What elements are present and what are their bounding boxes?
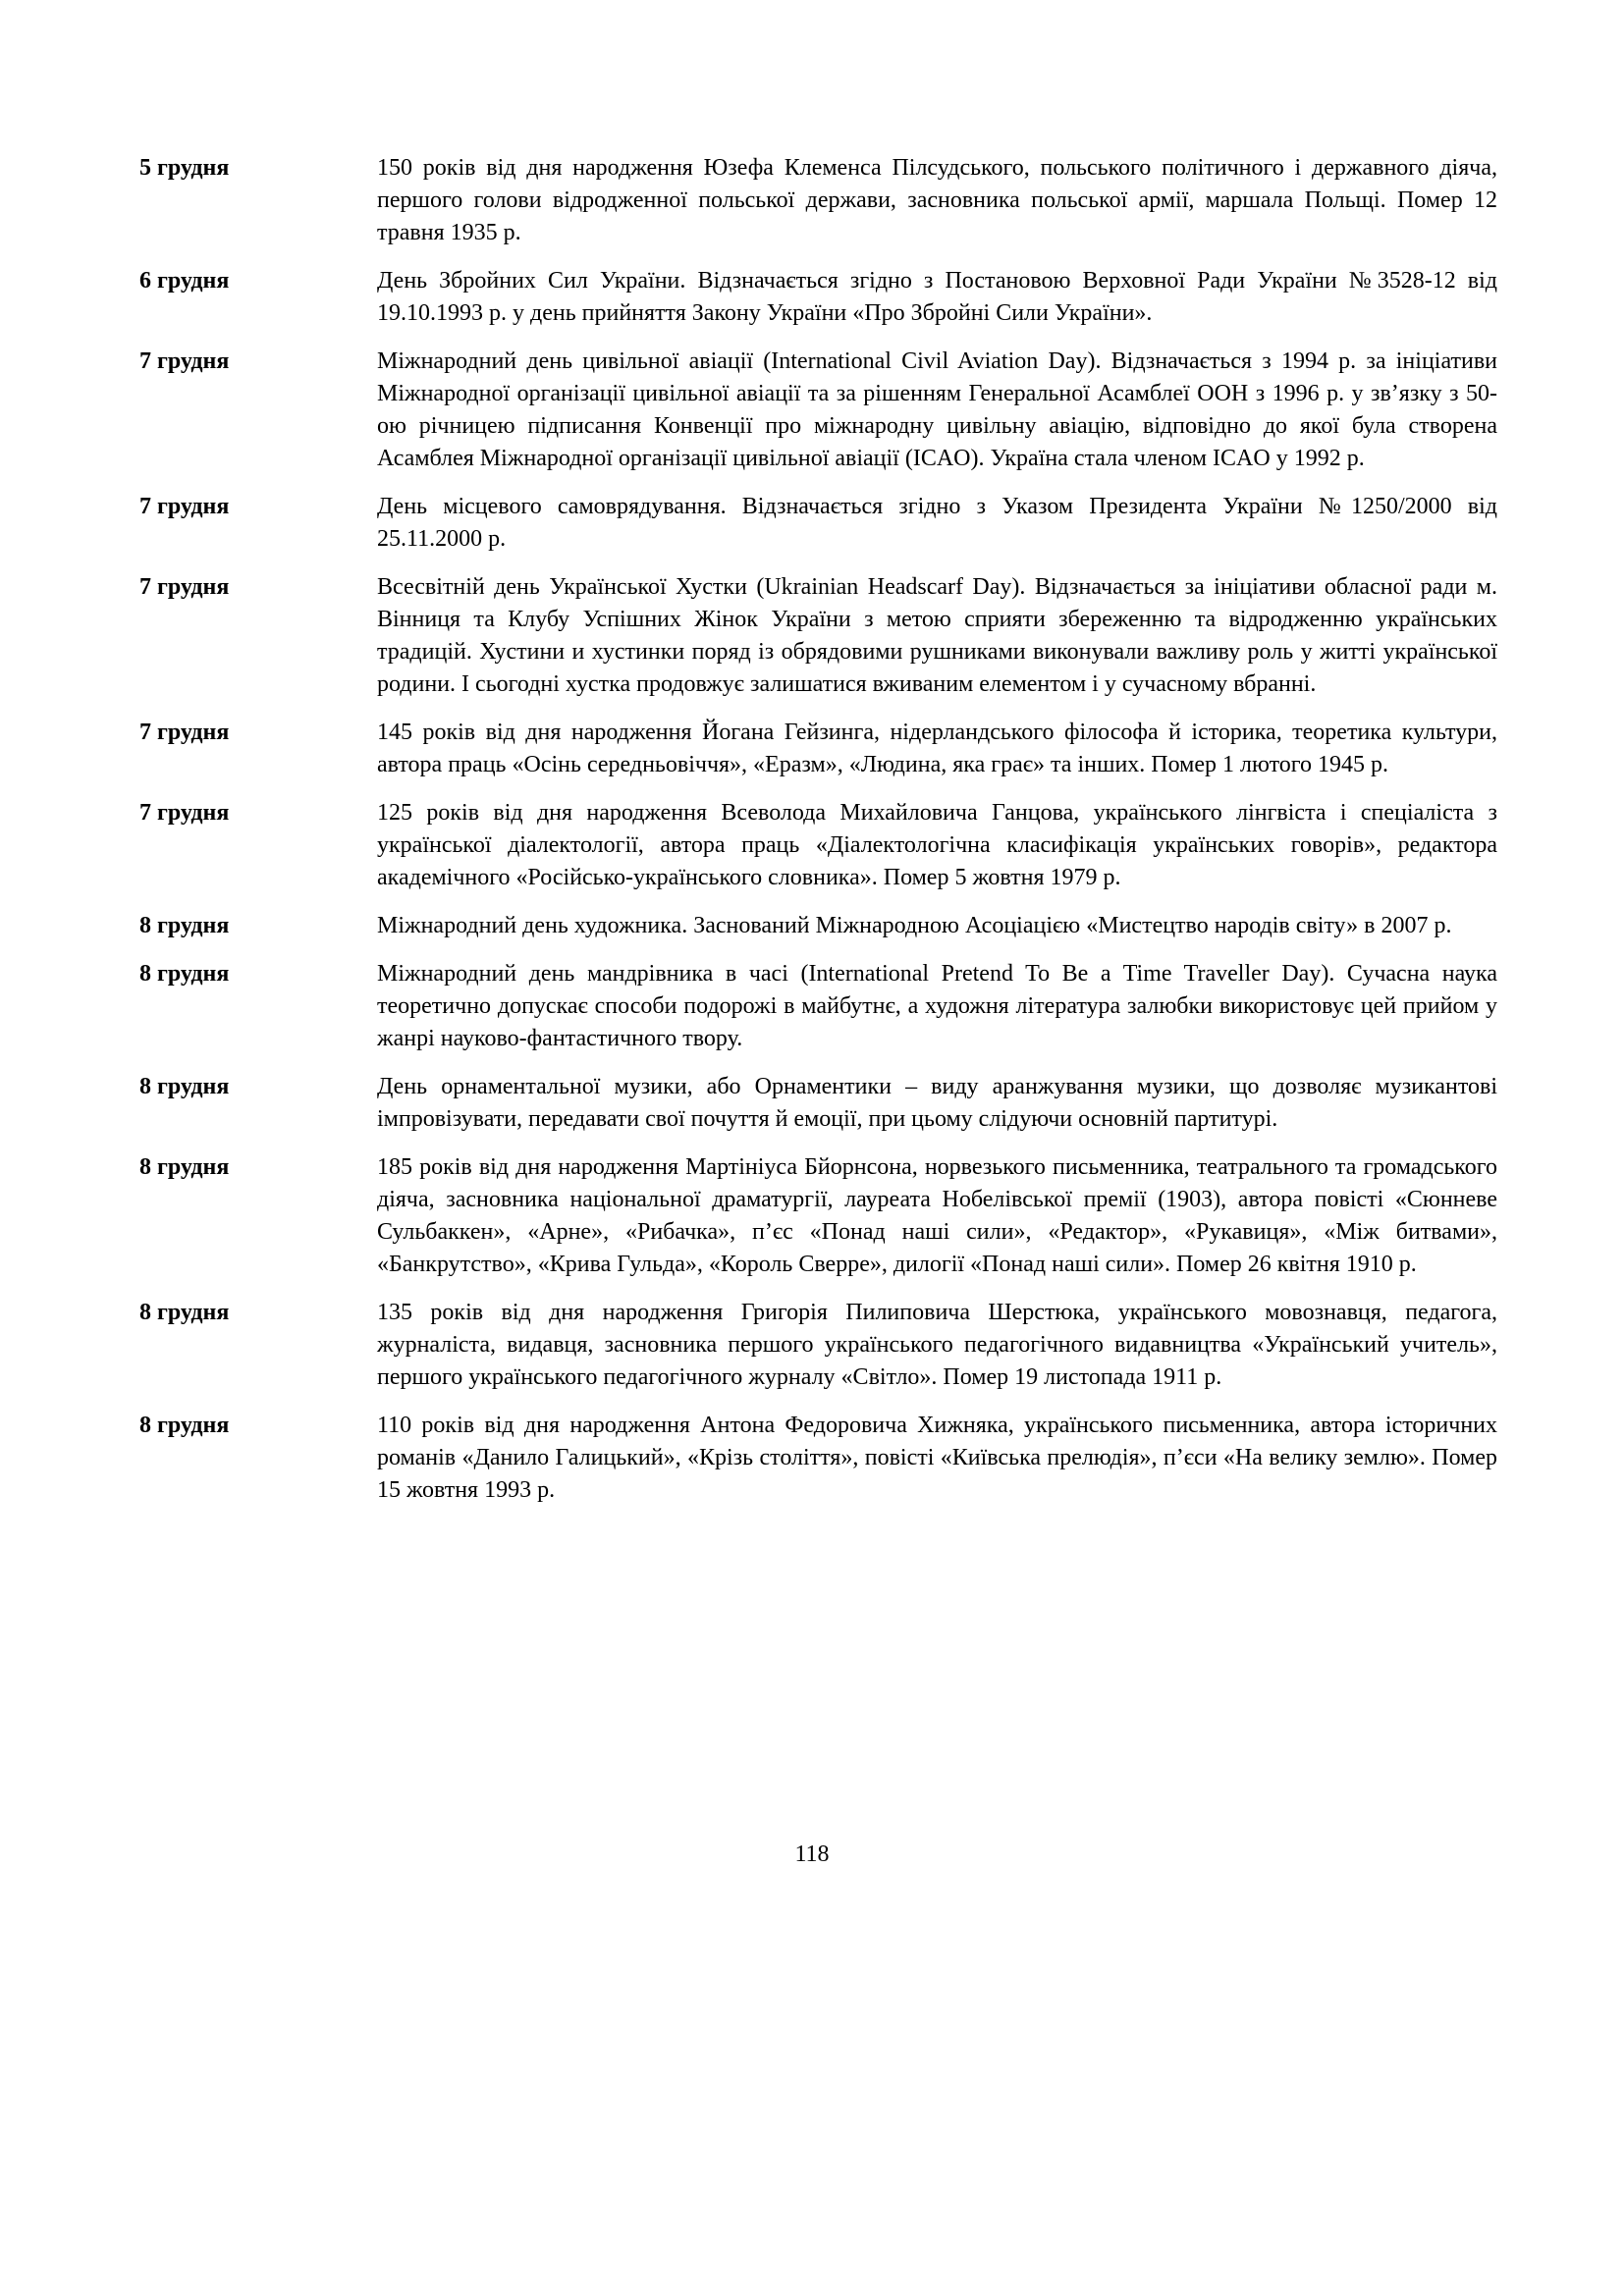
entry-date: 8 грудня: [139, 1413, 230, 1438]
entry-date: 8 грудня: [139, 1154, 230, 1180]
entry-text: Міжнародний день художника. Заснований Міжнародною Асоціацією «Мистецтво народів світу» в 2007 р.: [377, 913, 1452, 938]
entry-date: 7 грудня: [139, 574, 230, 600]
entry-text: 185 років від дня народження Мартініуса Бйорнсона, норвезького письменника, театрального та громадського діяча, засновника національної драматургії, лауреата Нобелівської премії (1903), автора повісті «Сюнневе Сульбаккен», «Арне», «Рибачка», п’єс «Понад наші сили», «Редактор», «Рукавиця», «Між битвами», «Банкрутство», «Крива Гульда», «Король Сверре», дилогії «Понад наші сили». Помер 26 квітня 1910 р.: [377, 1154, 1497, 1277]
calendar-entry: [139, 491, 1497, 556]
entry-date: 7 грудня: [139, 494, 230, 519]
calendar-entry: [139, 571, 1497, 701]
entry-date: 8 грудня: [139, 1300, 230, 1325]
entry-date: 8 грудня: [139, 913, 230, 938]
entry-text: Всесвітній день Української Хустки (Ukrainian Headscarf Day). Відзначається за ініціативи обласної ради м. Вінниця та Клубу Успішних Жінок України з метою сприяти збереженню та відродженню українських традицій. Хустини и хустинки поряд із обрядовими рушниками виконували важливу роль у житті української родини. І сьогодні хустка продовжує залишатися вживаним елементом і у сучасному вбранні.: [377, 574, 1497, 697]
calendar-entries: [139, 152, 1497, 1522]
entry-date: 5 грудня: [139, 155, 230, 181]
entry-text: 150 років від дня народження Юзефа Клеменса Пілсудського, польського політичного і державного діяча, першого голови відродженної польської держави, засновника польської армії, маршала Польщі. Помер 12 травня 1935 р.: [377, 155, 1497, 245]
entry-text: Міжнародний день цивільної авіації (International Civil Aviation Day). Відзначається з 1994 р. за ініціативи Міжнародної організації цивільної авіації та за рішенням Генеральної Асамблеї ООН з 1996 р. у зв’язку з 50-ою річницею підписання Конвенції про міжнародну цивільну авіацію, відповідно до якої була створена Асамблея Міжнародної організації цивільної авіації (ICAO). Україна стала членом ICAO у 1992 р.: [377, 348, 1497, 471]
entry-date: 7 грудня: [139, 800, 230, 826]
calendar-entry: [139, 1410, 1497, 1507]
calendar-entry: [139, 797, 1497, 894]
entry-text: День місцевого самоврядування. Відзначається згідно з Указом Президента України №1250/2000 від 25.11.2000 р.: [377, 494, 1497, 552]
page-number: 118: [794, 1842, 830, 1867]
entry-text: 135 років від дня народження Григорія Пилиповича Шерстюка, українського мовознавця, педагога, журналіста, видавця, засновника першого українського педагогічного видавництва «Український учитель», першого українського педагогічного журналу «Світло». Помер 19 листопада 1911 р.: [377, 1300, 1497, 1390]
entry-date: 8 грудня: [139, 1074, 230, 1099]
entry-text: Міжнародний день мандрівника в часі (International Pretend To Be a Time Traveller Day). Сучасна наука теоретично допускає способи подорожі в майбутнє, а художня література залюбки використовує цей прийом у жанрі науково-фантастичного твору.: [377, 961, 1497, 1051]
entry-text: 125 років від дня народження Всеволода Михайловича Ганцова, українського лінгвіста і спеціаліста з української діалектології, автора праць «Діалектологічна класифікація українських говорів», редактора академічного «Російсько-українського словника». Помер 5 жовтня 1979 р.: [377, 800, 1497, 890]
calendar-entry: [139, 152, 1497, 249]
calendar-entry: [139, 1071, 1497, 1136]
entry-date: 6 грудня: [139, 268, 230, 294]
calendar-entry: [139, 1297, 1497, 1394]
entry-date: 7 грудня: [139, 720, 230, 745]
entry-text: День орнаментальної музики, або Орнаментики – виду аранжування музики, що дозволяє музикантові імпровізувати, передавати свої почуття й емоції, при цьому слідуючи основній партитурі.: [377, 1074, 1497, 1132]
entry-date: 8 грудня: [139, 961, 230, 987]
calendar-entry: [139, 910, 1497, 942]
calendar-entry: [139, 346, 1497, 475]
calendar-entry: [139, 958, 1497, 1055]
entry-text: День Збройних Сил України. Відзначається згідно з Постановою Верховної Ради України №3528-12 від 19.10.1993 р. у день прийняття Закону України «Про Збройні Сили України».: [377, 268, 1497, 326]
calendar-entry: [139, 1151, 1497, 1281]
calendar-entry: [139, 265, 1497, 330]
calendar-entry: [139, 717, 1497, 781]
entry-date: 7 грудня: [139, 348, 230, 374]
entry-text: 110 років від дня народження Антона Федоровича Хижняка, українського письменника, автора історичних романів «Данило Галицький», «Крізь століття», повісті «Київська прелюдія», п’єси «На велику землю». Помер 15 жовтня 1993 р.: [377, 1413, 1497, 1503]
entry-text: 145 років від дня народження Йогана Гейзинга, нідерландського філософа й історика, теоретика культури, автора праць «Осінь середньовіччя», «Еразм», «Людина, яка грає» та інших. Помер 1 лютого 1945 р.: [377, 720, 1497, 777]
